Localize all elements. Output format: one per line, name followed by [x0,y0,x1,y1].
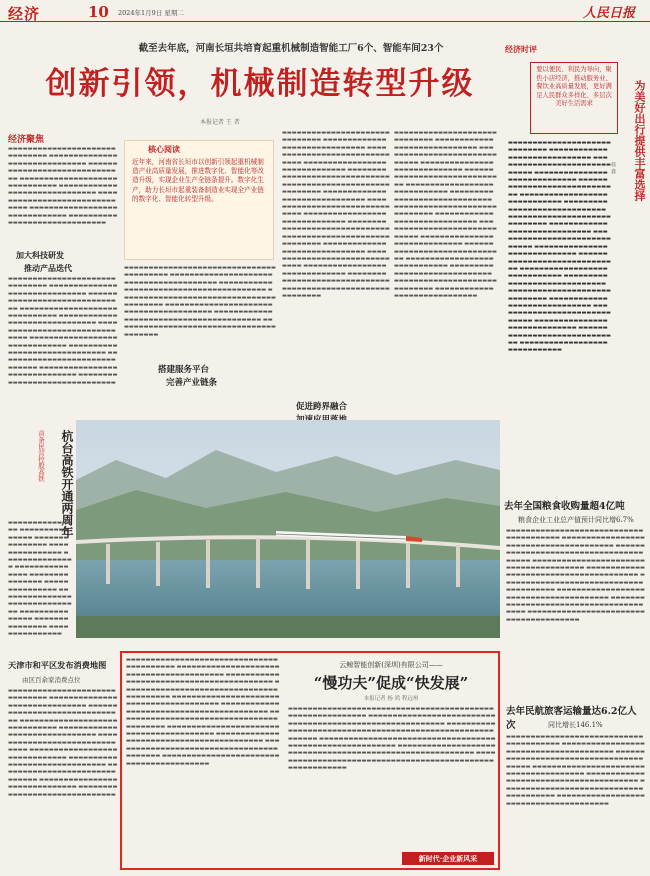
body-column: ▬▬▬▬▬▬▬▬▬▬▬▬▬▬▬▬▬▬▬▬▬▬▬▬▬▬▬▬▬▬▬▬▬▬▬▬▬▬▬ ▬▬▬▬▬▬▬▬▬▬▬▬▬▬▬▬▬▬▬▬▬▬▬▬▬▬▬▬▬▬▬▬▬▬▬▬▬▬▬ ▬▬▬▬▬▬▬▬▬▬▬▬▬▬▬▬▬▬▬▬▬▬▬▬▬▬▬▬▬▬▬▬▬▬▬▬▬▬▬ ▬▬▬▬▬▬▬▬▬▬▬▬▬▬▬▬▬▬▬▬▬▬▬▬▬▬▬▬▬▬▬▬▬▬▬▬▬▬▬ ▬▬▬▬▬▬▬▬▬▬▬▬▬▬▬▬▬▬▬▬▬▬▬▬▬▬▬▬▬▬▬▬▬▬▬▬▬▬▬ ▬▬▬▬▬▬▬▬▬▬▬▬▬▬▬▬▬▬▬▬▬▬▬▬▬▬▬▬▬▬▬▬▬▬▬▬▬▬▬ ▬▬▬▬▬▬▬▬▬▬▬▬▬▬▬▬▬▬▬▬▬▬▬▬▬▬▬▬▬▬▬▬▬▬▬▬▬▬▬ ▬▬▬▬▬▬▬▬▬▬▬▬▬▬▬▬▬▬▬▬▬▬▬▬▬▬▬▬▬▬▬▬▬▬▬▬▬▬▬ ▬▬▬▬▬▬▬▬▬▬▬▬▬▬▬▬▬▬▬▬▬▬▬▬▬▬▬▬▬▬▬▬▬▬▬▬▬▬▬ [506,528,645,623]
body-column: ▬▬▬▬▬▬▬▬▬▬▬▬▬▬▬▬▬▬▬▬▬▬▬▬▬▬▬▬▬ ▬▬▬▬▬▬▬▬▬▬▬▬▬▬▬▬▬▬▬▬▬▬▬▬▬▬▬▬▬ ▬▬▬▬▬▬▬▬▬▬▬▬▬▬▬▬▬▬▬▬▬▬▬▬▬▬▬▬▬ ▬▬▬▬▬▬▬▬▬▬▬▬▬▬▬▬▬▬▬▬▬▬▬▬▬▬▬▬▬ ▬▬▬▬▬▬▬▬▬▬▬▬▬▬▬▬▬▬▬▬▬▬▬▬▬▬▬▬▬ ▬▬▬▬▬▬▬▬▬▬▬▬▬▬▬▬▬▬▬▬▬▬▬▬▬▬▬▬▬ ▬▬▬▬▬▬▬▬▬▬▬▬▬▬▬▬▬▬▬▬▬▬▬▬▬▬▬▬▬ ▬▬▬▬▬▬▬▬▬▬▬▬▬▬▬▬▬▬▬▬▬▬▬▬▬▬▬▬▬ ▬▬▬▬▬▬▬▬▬▬▬▬▬▬▬▬▬▬▬▬▬▬▬▬▬▬▬▬▬ ▬▬▬▬▬▬▬▬▬▬▬▬▬▬▬▬▬▬▬▬▬▬▬▬▬▬▬▬▬ ▬▬▬▬▬▬▬▬▬▬▬▬▬▬▬▬▬▬▬▬▬▬▬▬▬▬▬▬▬ ▬▬▬▬▬▬▬▬▬▬▬▬▬▬▬▬▬▬▬▬▬▬▬▬▬▬▬▬▬ ▬▬▬▬▬▬▬▬▬▬▬▬▬▬▬▬▬▬▬▬▬▬▬▬▬▬▬▬▬ ▬▬▬▬▬▬▬▬▬▬▬▬▬▬▬▬▬▬▬▬▬▬▬▬▬▬▬▬▬ ▬▬▬▬▬▬▬▬▬▬▬▬▬▬▬▬▬▬▬▬▬▬▬▬▬▬▬▬▬ ▬▬▬▬▬▬▬▬▬▬▬▬▬▬▬▬▬▬▬▬▬▬▬▬▬▬▬▬▬ ▬▬▬▬▬▬▬▬▬▬▬▬▬▬▬▬▬▬▬▬▬▬▬▬▬▬▬▬▬ ▬▬▬▬▬▬▬▬▬▬▬▬▬▬▬▬▬▬▬▬▬▬▬▬▬▬▬▬▬ ▬▬▬▬▬▬▬▬▬▬▬▬▬▬▬▬▬▬▬▬▬▬▬▬▬▬▬▬▬ ▬▬▬▬▬▬▬▬▬▬▬▬▬▬▬▬▬▬▬▬▬▬▬▬▬▬▬▬▬ [508,140,611,354]
main-kicker: 截至去年底，河南长垣共培育起重机械制造智能工厂6个、智能车间23个 [138,43,444,54]
tianjin-subheadline: 由区百余家消费点位 [22,676,81,684]
photo-caption-kicker: 首条民营控股高铁 [37,430,45,482]
commentary-author: 韩 鑫 [610,162,616,174]
commentary-summary-box: 要以便民、利民为导向，聚焦小店经济，推动服务业、餐饮业高质量发展，更好满足人民群众多样化、多层次美好生活需求 [530,62,618,134]
main-byline: 本报记者 王 者 [200,119,240,126]
body-column: ▬▬▬▬▬▬▬▬▬▬▬▬▬▬▬▬▬▬▬▬▬▬▬▬▬▬▬▬▬▬▬▬▬▬▬▬▬▬▬ ▬▬▬▬▬▬▬▬▬▬▬▬▬▬▬▬▬▬▬▬▬▬▬▬▬▬▬▬▬▬▬▬▬▬▬▬▬▬▬ ▬▬▬▬▬▬▬▬▬▬▬▬▬▬▬▬▬▬▬▬▬▬▬▬▬▬▬▬▬▬▬▬▬▬▬▬▬▬▬ ▬▬▬▬▬▬▬▬▬▬▬▬▬▬▬▬▬▬▬▬▬▬▬▬▬▬▬▬▬▬▬▬▬▬▬▬▬▬▬ ▬▬▬▬▬▬▬▬▬▬▬▬▬▬▬▬▬▬▬▬▬▬▬▬▬▬▬▬▬▬▬▬▬▬▬▬▬▬▬ ▬▬▬▬▬▬▬▬▬▬▬▬▬▬▬▬▬▬▬▬▬▬▬▬▬▬▬▬▬▬▬▬▬▬▬▬▬▬▬ ▬▬▬▬▬▬▬▬▬▬▬▬▬▬▬▬▬▬▬▬▬▬▬▬▬▬▬▬▬▬▬▬▬▬▬▬▬▬▬ [506,734,645,807]
focus-section-label: 经济聚焦 [8,135,45,145]
issue-date: 2024年1月9日 星期二 [118,9,184,17]
main-headline: 创新引领，机械制造转型升级 [45,66,475,102]
photo-caption-text: ▬▬▬▬▬▬▬▬▬▬▬▬▬▬▬ ▬▬▬▬▬▬▬▬▬▬▬▬▬▬▬ ▬▬▬▬▬▬▬▬▬▬▬▬▬▬▬ ▬▬▬▬▬▬▬▬▬▬▬▬▬▬▬ ▬▬▬▬▬▬▬▬▬▬▬▬▬▬▬ ▬▬▬▬▬▬▬▬▬▬▬▬▬▬▬ ▬▬▬▬▬▬▬▬▬▬▬▬▬▬▬ ▬▬▬▬▬▬▬▬▬▬▬▬▬▬▬ ▬▬▬▬▬▬▬▬▬▬▬▬▬▬▬ ▬▬▬▬▬▬▬▬▬▬▬▬▬▬▬ ▬▬▬▬▬▬▬▬▬▬▬▬▬▬▬ ▬▬▬▬▬▬▬▬▬▬▬▬▬▬▬ ▬▬▬▬▬▬▬▬▬▬▬▬▬▬▬ [8,520,72,638]
highlights-label: 核心阅读 [148,144,180,154]
body-column: ▬▬▬▬▬▬▬▬▬▬▬▬▬▬▬▬▬▬▬▬▬▬▬▬▬▬▬▬▬▬ ▬▬▬▬▬▬▬▬▬▬▬▬▬▬▬▬▬▬▬▬▬▬▬▬▬▬▬▬▬▬ ▬▬▬▬▬▬▬▬▬▬▬▬▬▬▬▬▬▬▬▬▬▬▬▬▬▬▬▬▬▬ ▬▬▬▬▬▬▬▬▬▬▬▬▬▬▬▬▬▬▬▬▬▬▬▬▬▬▬▬▬▬ ▬▬▬▬▬▬▬▬▬▬▬▬▬▬▬▬▬▬▬▬▬▬▬▬▬▬▬▬▬▬ ▬▬▬▬▬▬▬▬▬▬▬▬▬▬▬▬▬▬▬▬▬▬▬▬▬▬▬▬▬▬ ▬▬▬▬▬▬▬▬▬▬▬▬▬▬▬▬▬▬▬▬▬▬▬▬▬▬▬▬▬▬ ▬▬▬▬▬▬▬▬▬▬▬▬▬▬▬▬▬▬▬▬▬▬▬▬▬▬▬▬▬▬ ▬▬▬▬▬▬▬▬▬▬▬▬▬▬▬▬▬▬▬▬▬▬▬▬▬▬▬▬▬▬ ▬▬▬▬▬▬▬▬▬▬▬▬▬▬▬▬▬▬▬▬▬▬▬▬▬▬▬▬▬▬ ▬▬▬▬▬▬▬▬▬▬▬▬▬▬▬▬▬▬▬▬▬▬▬▬▬▬▬▬▬▬ [8,688,118,798]
subhead: 搭建服务平台 [158,365,210,375]
highlights-text: 近年来，河南省长垣市以创新引领起重机械制造产业高质量发展，推进数字化、智能化等改造升级，实现企业生产全链条提升。数字化生产，助力长垣市起重装备制造业实现全产业链的数字化、智能化转型升级。 [132,158,264,203]
body-column: ▬▬▬▬▬▬▬▬▬▬▬▬▬▬▬▬▬▬▬▬▬▬▬▬▬▬▬▬▬ ▬▬▬▬▬▬▬▬▬▬▬▬▬▬▬▬▬▬▬▬▬▬▬▬▬▬▬▬▬ ▬▬▬▬▬▬▬▬▬▬▬▬▬▬▬▬▬▬▬▬▬▬▬▬▬▬▬▬▬ ▬▬▬▬▬▬▬▬▬▬▬▬▬▬▬▬▬▬▬▬▬▬▬▬▬▬▬▬▬ ▬▬▬▬▬▬▬▬▬▬▬▬▬▬▬▬▬▬▬▬▬▬▬▬▬▬▬▬▬ ▬▬▬▬▬▬▬▬▬▬▬▬▬▬▬▬▬▬▬▬▬▬▬▬▬▬▬▬▬ ▬▬▬▬▬▬▬▬▬▬▬▬▬▬▬▬▬▬▬▬▬▬▬▬▬▬▬▬▬ ▬▬▬▬▬▬▬▬▬▬▬▬▬▬▬▬▬▬▬▬▬▬▬▬▬▬▬▬▬ ▬▬▬▬▬▬▬▬▬▬▬▬▬▬▬▬▬▬▬▬▬▬▬▬▬▬▬▬▬ ▬▬▬▬▬▬▬▬▬▬▬▬▬▬▬▬▬▬▬▬▬▬▬▬▬▬▬▬▬ ▬▬▬▬▬▬▬▬▬▬▬▬▬▬▬▬▬▬▬▬▬▬▬▬▬▬▬▬▬ ▬▬▬▬▬▬▬▬▬▬▬▬▬▬▬▬▬▬▬▬▬▬▬▬▬▬▬▬▬ ▬▬▬▬▬▬▬▬▬▬▬▬▬▬▬▬▬▬▬▬▬▬▬▬▬▬▬▬▬ ▬▬▬▬▬▬▬▬▬▬▬▬▬▬▬▬▬▬▬▬▬▬▬▬▬▬▬▬▬ ▬▬▬▬▬▬▬▬▬▬▬▬▬▬▬▬▬▬▬▬▬▬▬▬▬▬▬▬▬ ▬▬▬▬▬▬▬▬▬▬▬▬▬▬▬▬▬▬▬▬▬▬▬▬▬▬▬▬▬ [394,130,497,299]
bridge-train-image [76,420,500,638]
grain-headline: 去年全国粮食收购量超4亿吨 [504,501,625,512]
tianjin-headline: 天津市和平区发布消费地图 [8,660,107,670]
page-number: 10 [88,3,109,21]
passenger-headline: 去年民航旅客运输量达6.2亿人次 [506,706,637,731]
newspaper-logo: 人民日报 [583,6,636,21]
body-column: ▬▬▬▬▬▬▬▬▬▬▬▬▬▬▬▬▬▬▬▬▬▬▬▬▬▬▬▬▬▬ ▬▬▬▬▬▬▬▬▬▬▬▬▬▬▬▬▬▬▬▬▬▬▬▬▬▬▬▬▬▬ ▬▬▬▬▬▬▬▬▬▬▬▬▬▬▬▬▬▬▬▬▬▬▬▬▬▬▬▬▬▬ ▬▬▬▬▬▬▬▬▬▬▬▬▬▬▬▬▬▬▬▬▬▬▬▬▬▬▬▬▬▬ ▬▬▬▬▬▬▬▬▬▬▬▬▬▬▬▬▬▬▬▬▬▬▬▬▬▬▬▬▬▬ ▬▬▬▬▬▬▬▬▬▬▬▬▬▬▬▬▬▬▬▬▬▬▬▬▬▬▬▬▬▬ ▬▬▬▬▬▬▬▬▬▬▬▬▬▬▬▬▬▬▬▬▬▬▬▬▬▬▬▬▬▬ ▬▬▬▬▬▬▬▬▬▬▬▬▬▬▬▬▬▬▬▬▬▬▬▬▬▬▬▬▬▬ ▬▬▬▬▬▬▬▬▬▬▬▬▬▬▬▬▬▬▬▬▬▬▬▬▬▬▬▬▬▬ ▬▬▬▬▬▬▬▬▬▬▬▬▬▬▬▬▬▬▬▬▬▬▬▬▬▬▬▬▬▬ ▬▬▬▬▬▬▬▬▬▬▬▬▬▬▬▬▬▬▬▬▬▬▬▬▬▬▬▬▬▬ [8,276,118,386]
body-column: ▬▬▬▬▬▬▬▬▬▬▬▬▬▬▬▬▬▬▬▬▬▬▬▬▬▬▬▬▬▬ ▬▬▬▬▬▬▬▬▬▬▬▬▬▬▬▬▬▬▬▬▬▬▬▬▬▬▬▬▬▬ ▬▬▬▬▬▬▬▬▬▬▬▬▬▬▬▬▬▬▬▬▬▬▬▬▬▬▬▬▬▬ ▬▬▬▬▬▬▬▬▬▬▬▬▬▬▬▬▬▬▬▬▬▬▬▬▬▬▬▬▬▬ ▬▬▬▬▬▬▬▬▬▬▬▬▬▬▬▬▬▬▬▬▬▬▬▬▬▬▬▬▬▬ ▬▬▬▬▬▬▬▬▬▬▬▬▬▬▬▬▬▬▬▬▬▬▬▬▬▬▬▬▬▬ ▬▬▬▬▬▬▬▬▬▬▬▬▬▬▬▬▬▬▬▬▬▬▬▬▬▬▬▬▬▬ ▬▬▬▬▬▬▬▬▬▬▬▬▬▬▬▬▬▬▬▬▬▬▬▬▬▬▬▬▬▬ ▬▬▬▬▬▬▬▬▬▬▬▬▬▬▬▬▬▬▬▬▬▬▬▬▬▬▬▬▬▬ ▬▬▬▬▬▬▬▬▬▬▬▬▬▬▬▬▬▬▬▬▬▬▬▬▬▬▬▬▬▬ ▬▬▬▬▬▬▬▬▬▬▬▬▬▬▬▬▬▬▬▬▬▬▬▬▬▬▬▬▬▬ ▬▬▬▬▬▬▬▬▬▬▬▬▬▬▬▬▬▬▬▬▬▬▬▬▬▬▬▬▬▬ ▬▬▬▬▬▬▬▬▬▬▬▬▬▬▬▬▬▬▬▬▬▬▬▬▬▬▬▬▬▬ ▬▬▬▬▬▬▬▬▬▬▬▬▬▬▬▬▬▬▬▬▬▬▬▬▬▬▬▬▬▬ ▬▬▬▬▬▬▬▬▬▬▬▬▬▬▬▬▬▬▬▬▬▬▬▬▬▬▬▬▬▬ ▬▬▬▬▬▬▬▬▬▬▬▬▬▬▬▬▬▬▬▬▬▬▬▬▬▬▬▬▬▬ [282,130,390,299]
feature-kicker: 云鲸智能创新(深圳)有限公司—— [339,661,443,669]
subhead: 完善产业链条 [166,378,218,388]
photo-caption-headline: 杭台高铁开通两周年 [60,430,74,538]
body-column: ▬▬▬▬▬▬▬▬▬▬▬▬▬▬▬▬▬▬▬▬▬▬▬▬▬▬▬▬▬▬▬▬▬▬▬▬▬▬▬▬ ▬▬▬▬▬▬▬▬▬▬▬▬▬▬▬▬▬▬▬▬▬▬▬▬▬▬▬▬▬▬▬▬▬▬▬▬▬▬▬▬ ▬▬▬▬▬▬▬▬▬▬▬▬▬▬▬▬▬▬▬▬▬▬▬▬▬▬▬▬▬▬▬▬▬▬▬▬▬▬▬▬ ▬▬▬▬▬▬▬▬▬▬▬▬▬▬▬▬▬▬▬▬▬▬▬▬▬▬▬▬▬▬▬▬▬▬▬▬▬▬▬▬ ▬▬▬▬▬▬▬▬▬▬▬▬▬▬▬▬▬▬▬▬▬▬▬▬▬▬▬▬▬▬▬▬▬▬▬▬▬▬▬▬ ▬▬▬▬▬▬▬▬▬▬▬▬▬▬▬▬▬▬▬▬▬▬▬▬▬▬▬▬▬▬▬▬▬▬▬▬▬▬▬▬ ▬▬▬▬▬▬▬▬▬▬▬▬▬▬▬▬▬▬▬▬▬▬▬▬▬▬▬▬▬▬▬▬▬▬▬▬▬▬▬▬ [124,265,276,338]
commentary-label: 经济时评 [505,44,537,54]
subhead: 推动产品迭代 [24,263,72,273]
feature-headline: “慢功夫”促成“快发展” [313,674,469,692]
subhead: 促进跨界融合 [296,402,348,412]
section-label: 经济 [8,5,41,23]
grain-subheadline: 粮食企业工业总产值预计同比增6.7% [518,516,634,524]
body-column: ▬▬▬▬▬▬▬▬▬▬▬▬▬▬▬▬▬▬▬▬▬▬▬▬▬▬▬▬▬▬ ▬▬▬▬▬▬▬▬▬▬▬▬▬▬▬▬▬▬▬▬▬▬▬▬▬▬▬▬▬▬ ▬▬▬▬▬▬▬▬▬▬▬▬▬▬▬▬▬▬▬▬▬▬▬▬▬▬▬▬▬▬ ▬▬▬▬▬▬▬▬▬▬▬▬▬▬▬▬▬▬▬▬▬▬▬▬▬▬▬▬▬▬ ▬▬▬▬▬▬▬▬▬▬▬▬▬▬▬▬▬▬▬▬▬▬▬▬▬▬▬▬▬▬ ▬▬▬▬▬▬▬▬▬▬▬▬▬▬▬▬▬▬▬▬▬▬▬▬▬▬▬▬▬▬ ▬▬▬▬▬▬▬▬▬▬▬▬▬▬▬▬▬▬▬▬▬▬▬▬▬▬▬▬▬▬ ▬▬▬▬▬▬▬▬▬▬▬▬▬▬▬▬▬▬▬▬▬▬▬▬▬▬▬▬▬▬ [8,146,118,227]
body-column: ▬▬▬▬▬▬▬▬▬▬▬▬▬▬▬▬▬▬▬▬▬▬▬▬▬▬▬▬▬▬▬▬▬▬▬▬▬▬▬▬▬ ▬▬▬▬▬▬▬▬▬▬▬▬▬▬▬▬▬▬▬▬▬▬▬▬▬▬▬▬▬▬▬▬▬▬▬▬▬▬▬▬▬ ▬▬▬▬▬▬▬▬▬▬▬▬▬▬▬▬▬▬▬▬▬▬▬▬▬▬▬▬▬▬▬▬▬▬▬▬▬▬▬▬▬ ▬▬▬▬▬▬▬▬▬▬▬▬▬▬▬▬▬▬▬▬▬▬▬▬▬▬▬▬▬▬▬▬▬▬▬▬▬▬▬▬▬ ▬▬▬▬▬▬▬▬▬▬▬▬▬▬▬▬▬▬▬▬▬▬▬▬▬▬▬▬▬▬▬▬▬▬▬▬▬▬▬▬▬ ▬▬▬▬▬▬▬▬▬▬▬▬▬▬▬▬▬▬▬▬▬▬▬▬▬▬▬▬▬▬▬▬▬▬▬▬▬▬▬▬▬ ▬▬▬▬▬▬▬▬▬▬▬▬▬▬▬▬▬▬▬▬▬▬▬▬▬▬▬▬▬▬▬▬▬▬▬▬▬▬▬▬▬ ▬▬▬▬▬▬▬▬▬▬▬▬▬▬▬▬▬▬▬▬▬▬▬▬▬▬▬▬▬▬▬▬▬▬▬▬▬▬▬▬▬ ▬▬▬▬▬▬▬▬▬▬▬▬▬▬▬▬▬▬▬▬▬▬▬▬▬▬▬▬▬▬▬▬▬▬▬▬▬▬▬▬▬ ▬▬▬▬▬▬▬▬▬▬▬▬▬▬▬▬▬▬▬▬▬▬▬▬▬▬▬▬▬▬▬▬▬▬▬▬▬▬▬▬▬ ▬▬▬▬▬▬▬▬▬▬▬▬▬▬▬▬▬▬▬▬▬▬▬▬▬▬▬▬▬▬▬▬▬▬▬▬▬▬▬▬▬ [126,657,280,767]
passenger-subheadline: 同比增长146.1% [548,721,603,729]
subhead: 加大科技研发 [16,250,64,260]
commentary-headline: 为美好出行提供丰富选择 [633,80,646,201]
train-photo [76,420,500,638]
feature-byline: 本报记者 杨 鸿 程远州 [363,696,419,702]
body-column: ▬▬▬▬▬▬▬▬▬▬▬▬▬▬▬▬▬▬▬▬▬▬▬▬▬▬▬▬▬▬▬▬▬▬▬▬▬▬▬▬▬▬▬▬▬▬▬▬▬▬▬▬▬▬▬▬▬▬ ▬▬▬▬▬▬▬▬▬▬▬▬▬▬▬▬▬▬▬▬▬▬▬▬▬▬▬▬▬▬▬▬▬▬▬▬▬▬▬▬▬▬▬▬▬▬▬▬▬▬▬▬▬▬▬▬▬▬ ▬▬▬▬▬▬▬▬▬▬▬▬▬▬▬▬▬▬▬▬▬▬▬▬▬▬▬▬▬▬▬▬▬▬▬▬▬▬▬▬▬▬▬▬▬▬▬▬▬▬▬▬▬▬▬▬▬▬ ▬▬▬▬▬▬▬▬▬▬▬▬▬▬▬▬▬▬▬▬▬▬▬▬▬▬▬▬▬▬▬▬▬▬▬▬▬▬▬▬▬▬▬▬▬▬▬▬▬▬▬▬▬▬▬▬▬▬ ▬▬▬▬▬▬▬▬▬▬▬▬▬▬▬▬▬▬▬▬▬▬▬▬▬▬▬▬▬▬▬▬▬▬▬▬▬▬▬▬▬▬▬▬▬▬▬▬▬▬▬▬▬▬▬▬▬▬ ▬▬▬▬▬▬▬▬▬▬▬▬▬▬▬▬▬▬▬▬▬▬▬▬▬▬▬▬▬▬▬▬▬▬▬▬▬▬▬▬▬▬▬▬▬▬▬▬▬▬▬▬▬▬▬▬▬▬ [288,706,496,772]
feature-series-tag: 新时代·企业新风采 [402,852,494,865]
